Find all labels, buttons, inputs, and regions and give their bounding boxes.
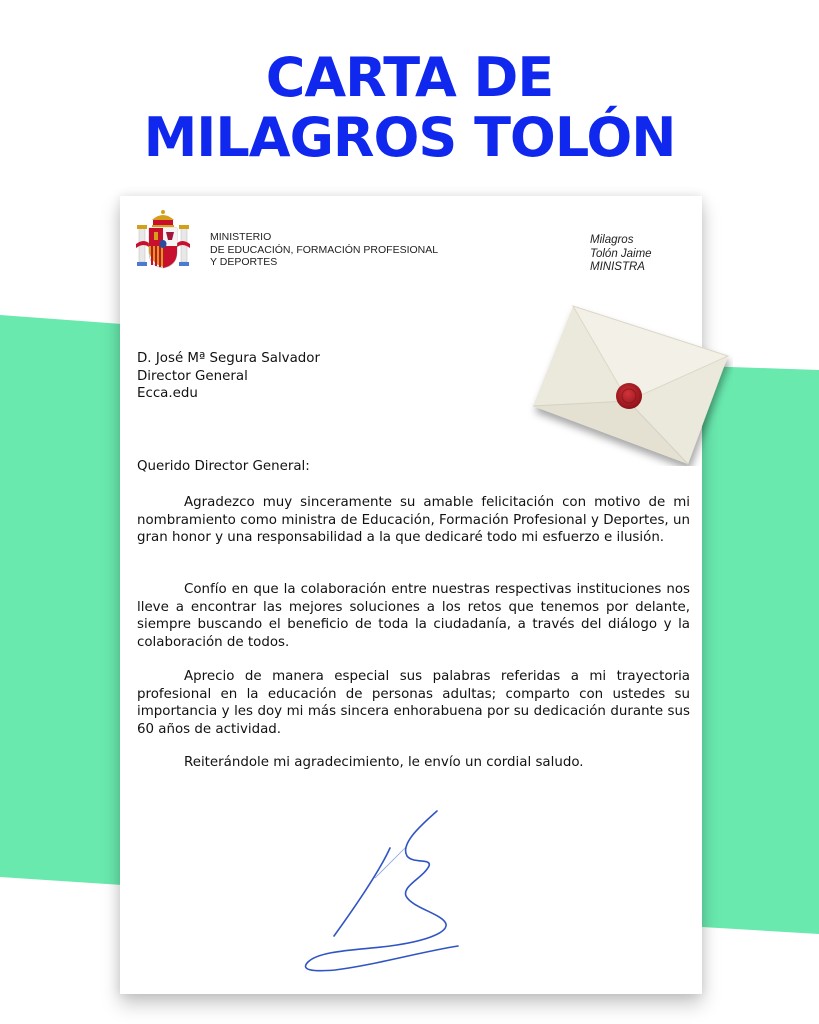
letter-paragraph: Confío en que la colaboración entre nuestras respectivas instituciones nos lleve a encontrar las mejores soluciones a los retos que tenemos por delante, siempre buscando el beneficio de toda la ciudadanía, a través del diálogo y la colaboración de todos. bbox=[137, 582, 690, 650]
minister-line: Milagros bbox=[590, 234, 634, 246]
recipient-line: D. José Mª Segura Salvador bbox=[137, 351, 321, 366]
title-line-2: MILAGROS TOLÓN bbox=[143, 106, 676, 169]
accent-band-left bbox=[0, 315, 122, 885]
minister-line: MINISTRA bbox=[590, 261, 645, 273]
title-line-1: CARTA DE bbox=[265, 46, 554, 109]
ministry-name bbox=[210, 231, 438, 269]
ministry-line: DE EDUCACIÓN, FORMACIÓN PROFESIONAL bbox=[210, 243, 439, 256]
sealed-envelope-icon bbox=[528, 296, 733, 466]
minister-line: Tolón Jaime bbox=[590, 247, 652, 260]
recipient-address bbox=[137, 350, 320, 403]
letter-closing: Reiterándole mi agradecimiento, le envío un cordial saludo. bbox=[184, 755, 584, 770]
handwritten-signature-icon bbox=[280, 800, 480, 990]
minister-name bbox=[590, 234, 652, 275]
ministry-line: MINISTERIO bbox=[210, 231, 272, 243]
page-title bbox=[0, 48, 819, 168]
recipient-line: Ecca.edu bbox=[137, 386, 198, 401]
letter-greeting: Querido Director General: bbox=[137, 459, 310, 474]
recipient-line: Director General bbox=[137, 368, 248, 384]
letter-paragraph: Agradezco muy sinceramente su amable felicitación con motivo de mi nombramiento como ministra de Educación, Formación Profesional y Deportes, un gran honor y una responsabilidad a la que dedicaré todo mi esfuerzo e ilusión. bbox=[137, 495, 690, 545]
spain-coat-of-arms-icon bbox=[136, 208, 190, 272]
ministry-line: Y DEPORTES bbox=[210, 256, 278, 268]
letter-paragraph: Aprecio de manera especial sus palabras referidas a mi trayectoria profesional en la educación de personas adultas; comparto con ustedes su importancia y les doy mi más sincera enhorabuena por su dedicación durante sus 60 años de actividad. bbox=[137, 669, 690, 737]
